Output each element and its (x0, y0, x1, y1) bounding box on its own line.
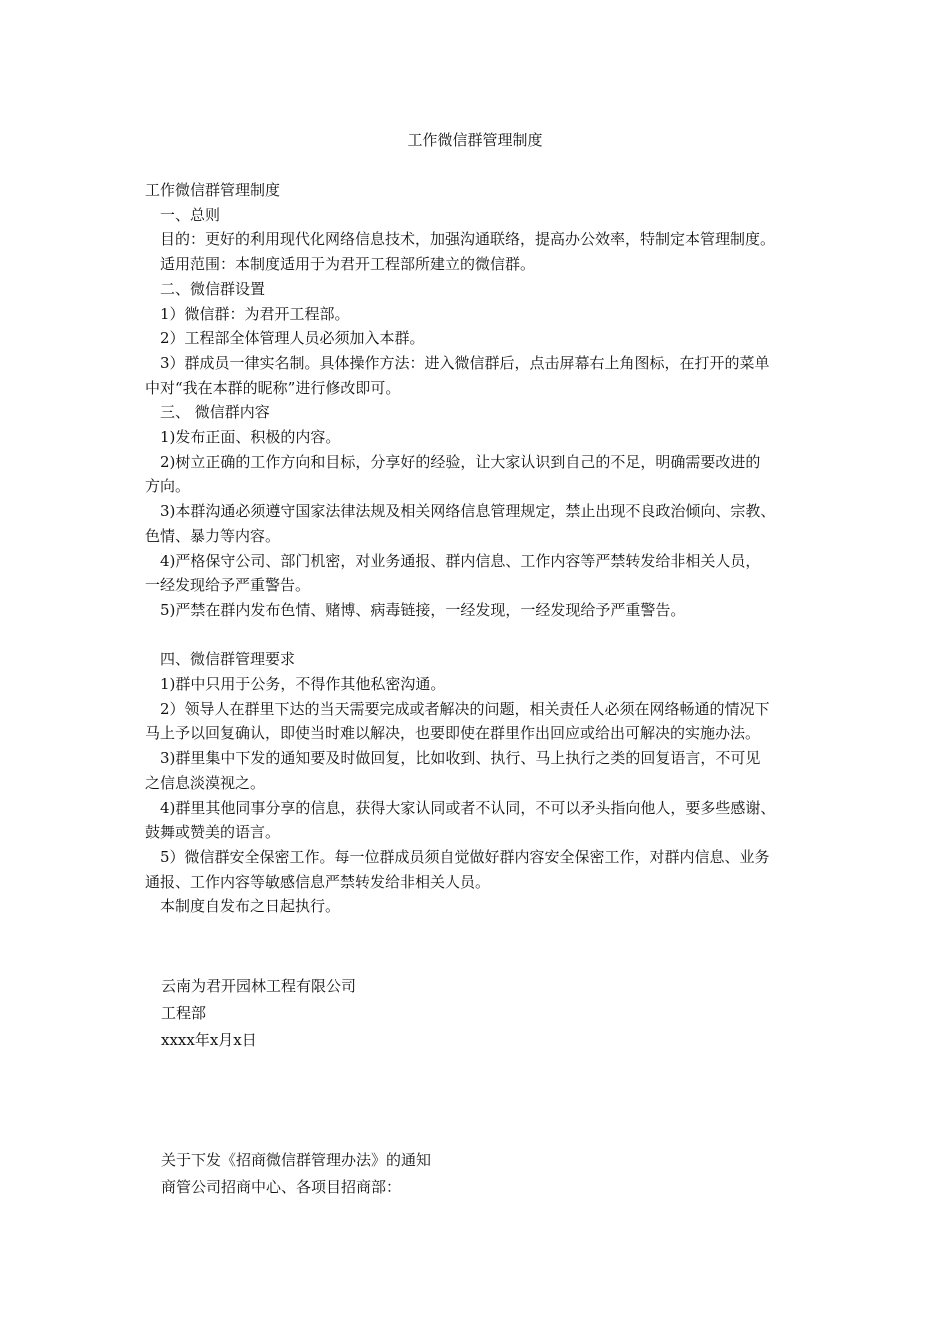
paragraph-line: 1）微信群：为君开工程部。 (160, 304, 350, 323)
document-body (145, 178, 815, 919)
paragraph-line: 2)树立正确的工作方向和目标，分享好的经验，让大家认识到自己的不足，明确需要改进的 (160, 452, 761, 471)
paragraph-line: 二、微信群设置 (160, 279, 266, 298)
paragraph-line: 中对“我在本群的昵称”进行修改即可。 (145, 378, 401, 397)
notice-block (161, 1147, 431, 1201)
paragraph-line: 鼓舞或赞美的语言。 (145, 823, 281, 842)
paragraph-line: 3）群成员一律实名制。具体操作方法：进入微信群后，点击屏幕右上角图标，在打开的菜单 (160, 353, 770, 372)
paragraph-line: 1)发布正面、积极的内容。 (160, 428, 341, 447)
paragraph-line: 之信息淡漠视之。 (145, 773, 266, 792)
paragraph-line: 3)本群沟通必须遵守国家法律法规及相关网络信息管理规定，禁止出现不良政治倾向、宗教、 (160, 502, 776, 521)
paragraph-line: 适用范围：本制度适用于为君开工程部所建立的微信群。 (160, 255, 536, 274)
paragraph-line: 目的：更好的利用现代化网络信息技术，加强沟通联络，提高办公效率，特制定本管理制度。 (160, 230, 776, 249)
paragraph-line: 2）领导人在群里下达的当天需要完成或者解决的问题，相关责任人必须在网络畅通的情况下 (160, 699, 770, 718)
paragraph-line: 方向。 (145, 477, 191, 496)
paragraph-line: 四、微信群管理要求 (160, 650, 296, 669)
issue-date: xxxx年x月x日 (161, 1031, 257, 1049)
paragraph-line: 3)群里集中下发的通知要及时做回复，比如收到、执行、马上执行之类的回复语言，不可见 (160, 749, 761, 768)
paragraph-line: 工作微信群管理制度 (145, 181, 281, 199)
paragraph-line: 马上予以回复确认，即使当时难以解决，也要即使在群里作出回应或给出可解决的实施办法。 (145, 724, 761, 743)
paragraph-line: 三、 微信群内容 (160, 403, 270, 422)
notice-title: 关于下发《招商微信群管理办法》的通知 (161, 1151, 432, 1169)
paragraph-line: 5)严禁在群内发布色情、赌博、病毒链接，一经发现，一经发现给予严重警告。 (160, 600, 686, 619)
paragraph-line: 5）微信群安全保密工作。每一位群成员须自觉做好群内容安全保密工作，对群内信息、业务 (160, 847, 770, 866)
paragraph-line: 色情、暴力等内容。 (145, 526, 281, 545)
paragraph-line: 一、总则 (160, 205, 221, 224)
paragraph-line: 1)群中只用于公务，不得作其他私密沟通。 (160, 675, 446, 694)
paragraph-line: 一经发现给予严重警告。 (145, 576, 311, 595)
paragraph-line: 4)群里其他同事分享的信息，获得大家认同或者不认同，不可以矛头指向他人，要多些感谢、 (160, 798, 776, 817)
company-name: 云南为君开园林工程有限公司 (161, 977, 357, 995)
notice-recipients: 商管公司招商中心、各项目招商部： (161, 1178, 402, 1196)
paragraph-line: 通报、工作内容等敏感信息严禁转发给非相关人员。 (145, 872, 491, 891)
blank-line (145, 623, 815, 648)
paragraph-line: 4)严格保守公司、部门机密，对业务通报、群内信息、工作内容等严禁转发给非相关人员， (160, 551, 761, 570)
signature-block (161, 973, 356, 1054)
page-title: 工作微信群管理制度 (407, 131, 543, 149)
department-name: 工程部 (161, 1004, 207, 1022)
paragraph-line: 本制度自发布之日起执行。 (160, 897, 341, 916)
paragraph-line: 2）工程部全体管理人员必须加入本群。 (160, 329, 425, 348)
